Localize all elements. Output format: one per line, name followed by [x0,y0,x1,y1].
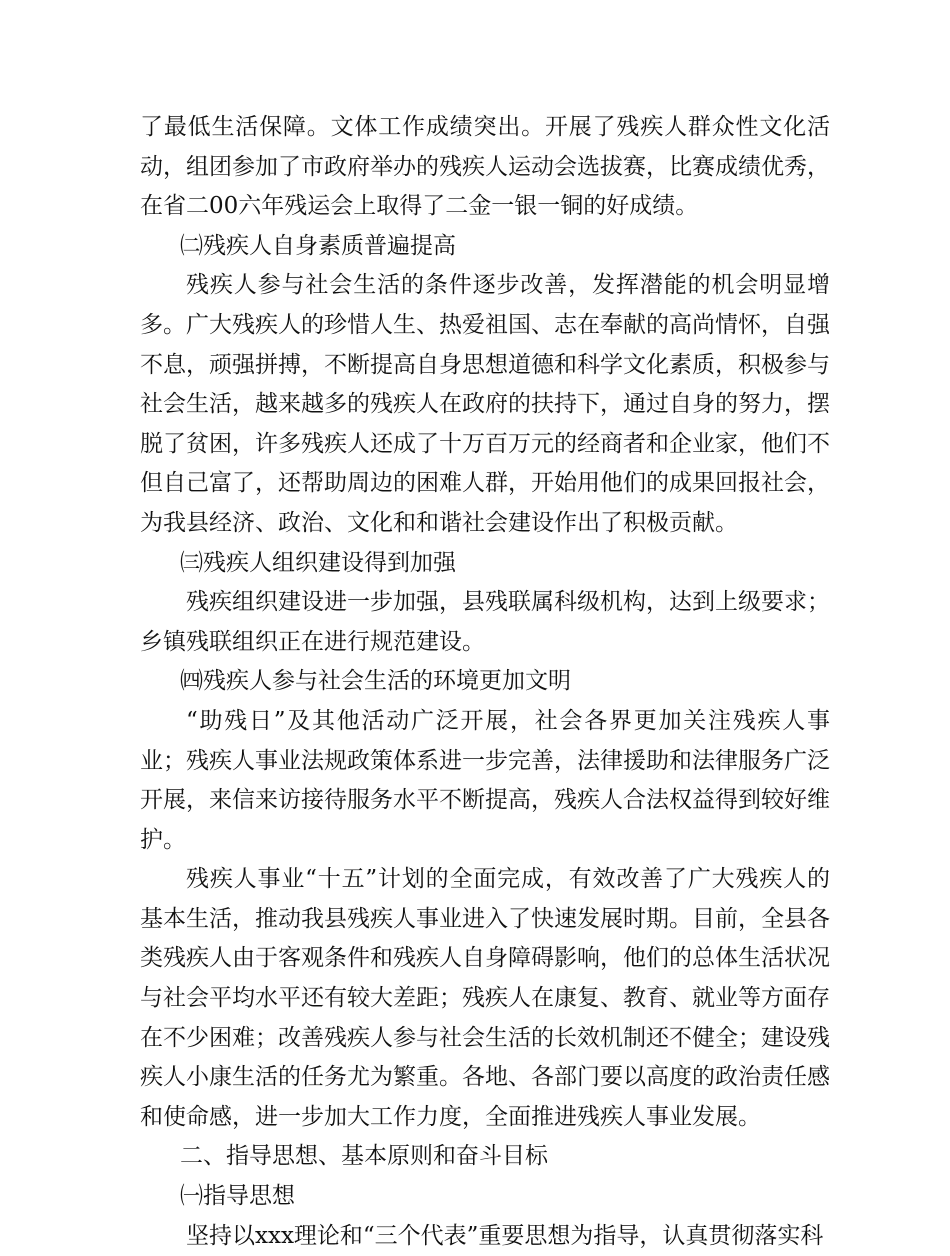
section-heading-organization: ㈢残疾人组织建设得到加强 [180,549,456,576]
paragraph-body: 残疾人参与社会生活的条件逐步改善，发挥潜能的机会明显增多。广大残疾人的珍惜人生、热爱祖国、志在奉献的高尚情怀，自强不息，顽强拼搏，不断提高自身思想道德和科学文化素质，积极参与社会生活，越来越多的残疾人在政府的扶持下，通过自身的努力，摆脱了贫困，许多残疾人还成了十万百万元的经商者和企业家，他们不但自己富了，还帮助周边的困难人群，开始用他们的成果回报社会，为我县经济、政治、文化和和谐社会建设作出了积极贡献。 [140,272,830,536]
paragraph-body: 残疾组织建设进一步加强，县残联属科级机构，达到上级要求；乡镇残联组织正在进行规范建设。 [140,589,830,655]
section-heading-self-quality: ㈡残疾人自身素质普遍提高 [180,232,456,259]
document-body [140,108,830,1256]
chapter-heading-guiding-principles: 二、指导思想、基本原则和奋斗目标 [180,1143,548,1170]
paragraph-body: 残疾人事业“十五”计划的全面完成，有效改善了广大残疾人的基本生活，推动我县残疾人事业进入了快速发展时期。目前，全县各类残疾人由于客观条件和残疾人自身障碍影响，他们的总体生活状况与社会平均水平还有较大差距；残疾人在康复、教育、就业等方面存在不少困难；改善残疾人参与社会生活的长效机制还不健全；建设残疾人小康生活的任务尤为繁重。各地、各部门要以高度的政治责任感和使命感，进一步加大工作力度，全面推进残疾人事业发展。 [140,866,830,1130]
paragraph-body: “助残日”及其他活动广泛开展，社会各界更加关注残疾人事业；残疾人事业法规政策体系进一步完善，法律援助和法律服务广泛开展，来信来访接待服务水平不断提高，残疾人合法权益得到较好维护。 [140,707,830,853]
paragraph-body-continued: 了最低生活保障。文体工作成绩突出。开展了残疾人群众性文化活动，组团参加了市政府举办的残疾人运动会选拔赛，比赛成绩优秀，在省二00六年残运会上取得了二金一银一铜的好成绩。 [140,114,830,220]
section-heading-guiding-thought: ㈠指导思想 [180,1183,295,1210]
section-heading-environment: ㈣残疾人参与社会生活的环境更加文明 [180,668,571,695]
paragraph-body: 坚持以xxx理论和“三个代表”重要思想为指导，认真贯彻落实科 [186,1222,824,1249]
